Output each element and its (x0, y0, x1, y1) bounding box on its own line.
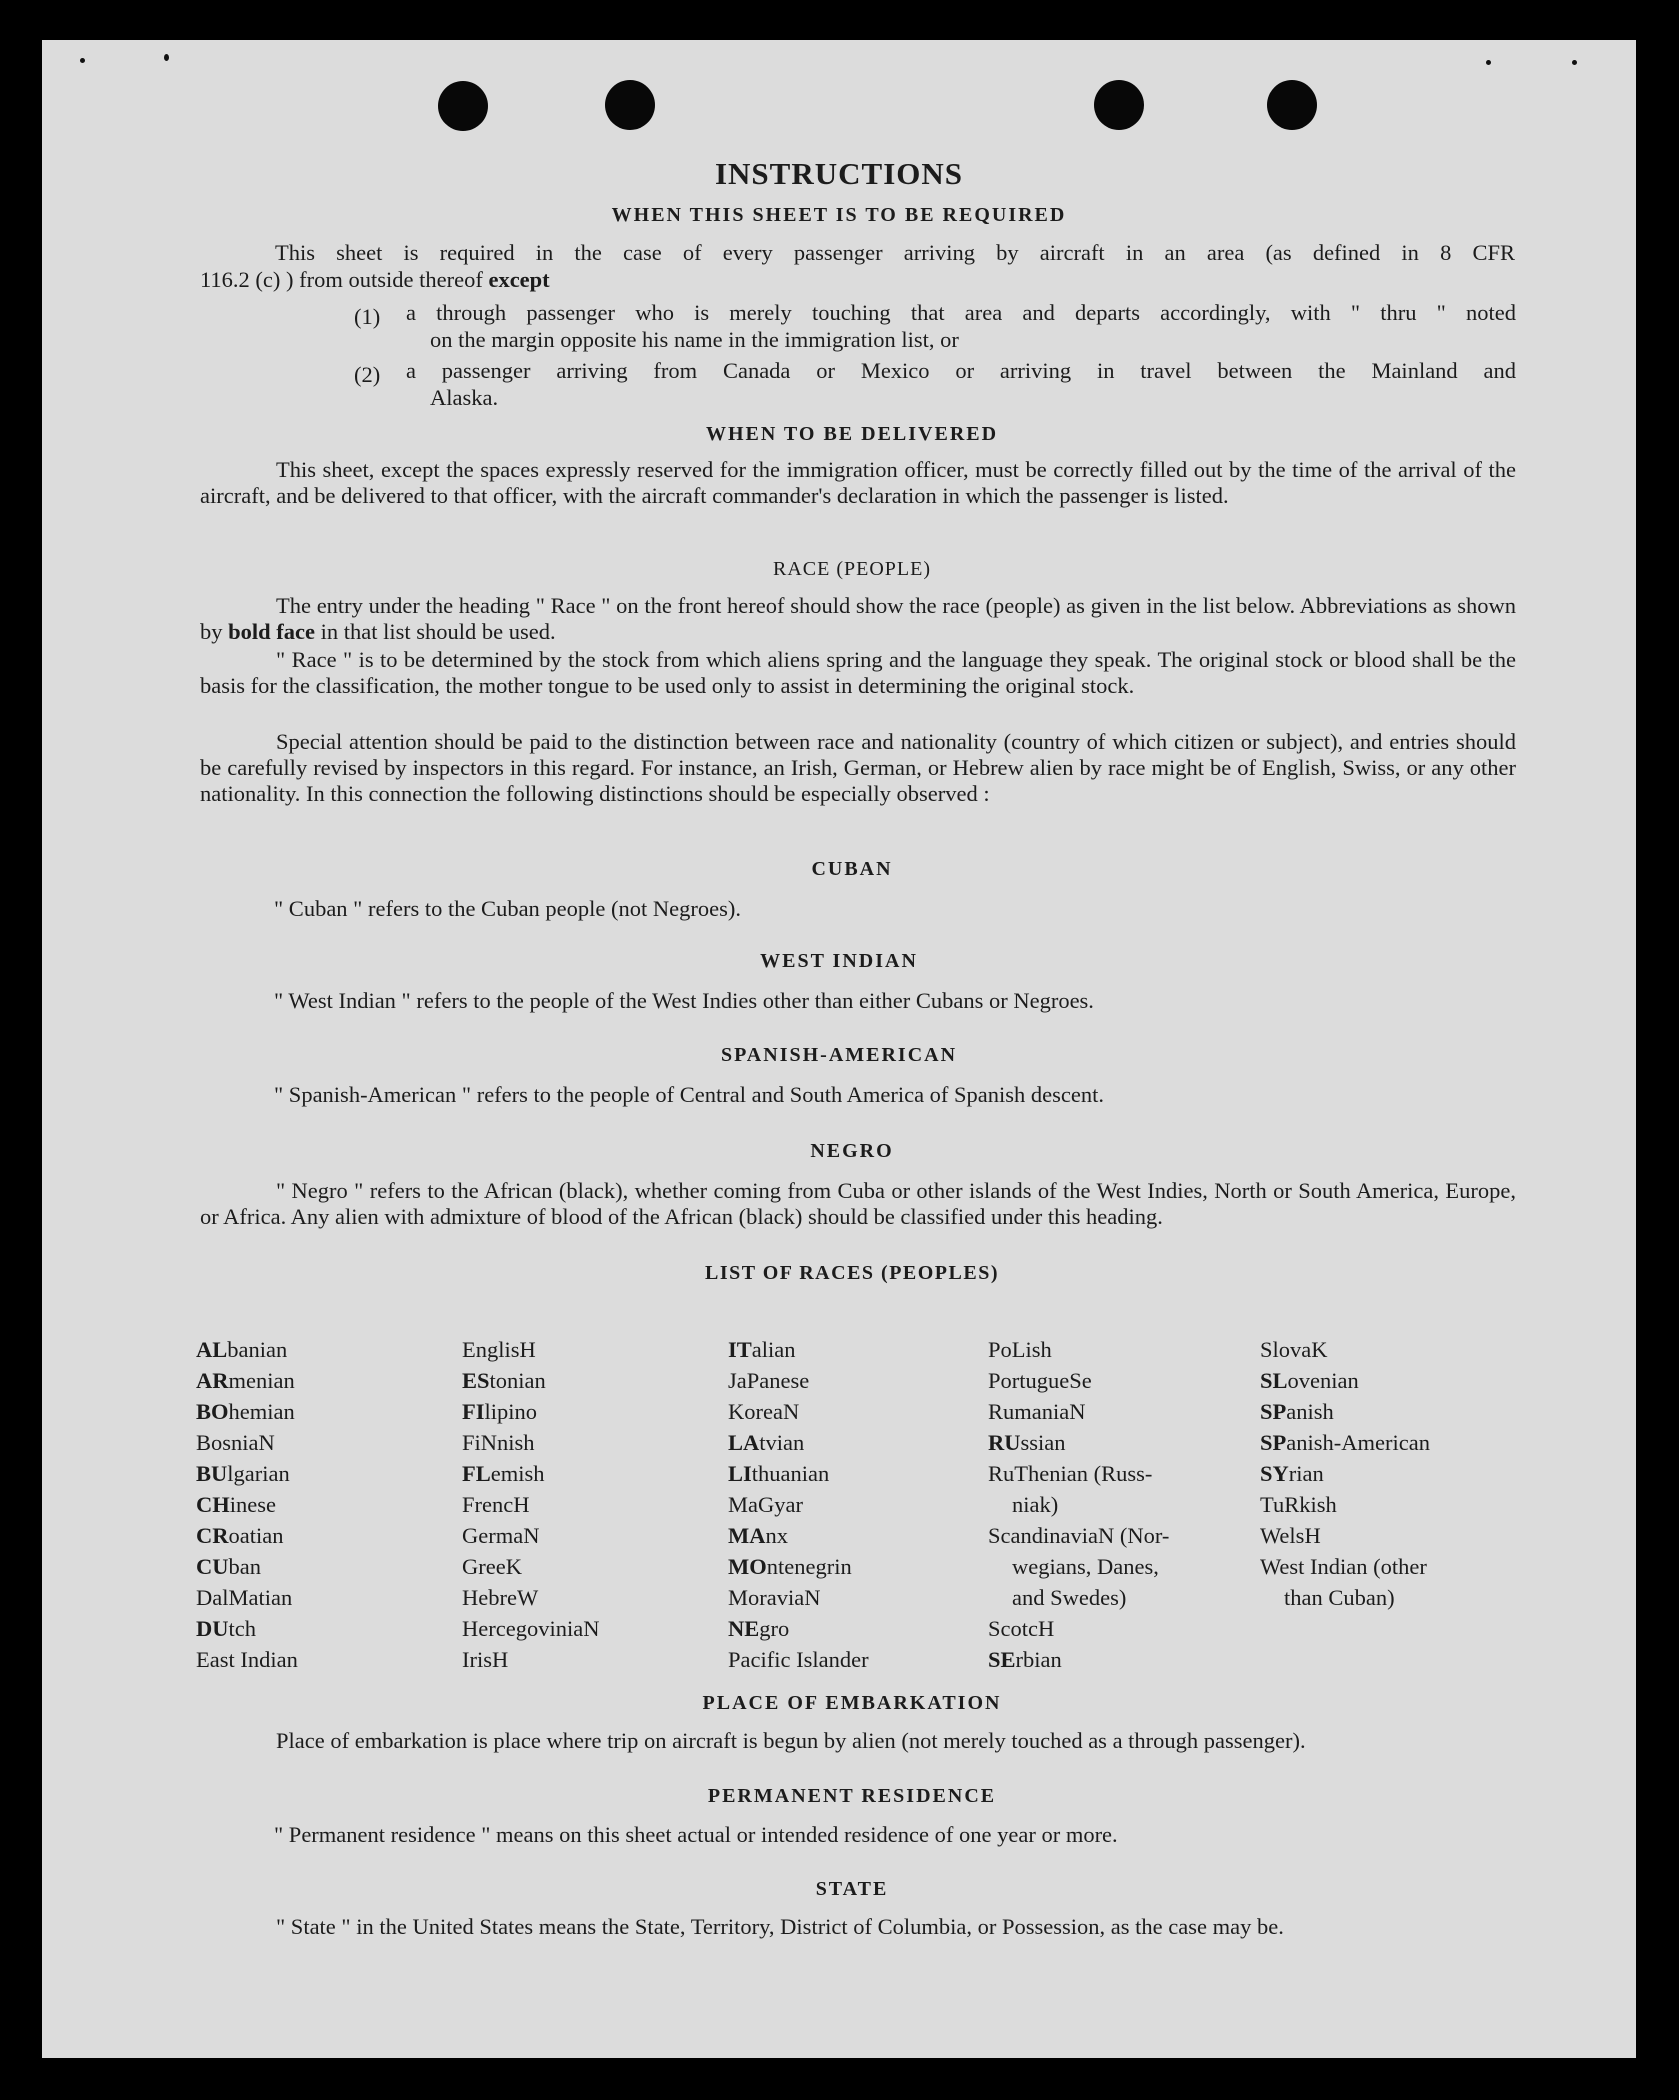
race-name: Germa (462, 1523, 524, 1548)
race-list-item (988, 1458, 1169, 1489)
race-list-item (728, 1582, 869, 1613)
race-name-tail: N (804, 1585, 821, 1610)
required-intro-line2 (200, 267, 550, 293)
race-list-item (196, 1644, 298, 1675)
race-name-tail: N (583, 1616, 600, 1641)
delivered-text: This sheet, except the spaces expressly reserved for the immigration officer, must be correctly filled out by the time of the arrival of the aircraft, and be delivered to that officer, with the aircraft commander's declaration in which the passenger is listed. (200, 457, 1516, 508)
race-name: Englis (462, 1337, 520, 1362)
section-heading-state: STATE (815, 1878, 889, 1900)
speck-mark (164, 54, 169, 61)
race-list-item (988, 1334, 1169, 1365)
permanent-residence-text: " Permanent residence " means on this sheet actual or intended residence of one year or more. (274, 1822, 1118, 1847)
race-name: Wels (1260, 1523, 1305, 1548)
punch-hole (605, 80, 655, 130)
race-list-item (462, 1551, 599, 1582)
race-list-item (988, 1489, 1169, 1520)
section-heading-cuban: CUBAN (811, 858, 893, 880)
race-name: ssian (1020, 1430, 1066, 1455)
race-name: Gree (462, 1554, 506, 1579)
speck-mark (1572, 60, 1577, 65)
race-list-column-3 (728, 1334, 869, 1675)
race-abbrev-bold: CU (196, 1554, 229, 1579)
race-abbrev-bold: AR (196, 1368, 229, 1393)
race-list-item (196, 1551, 298, 1582)
race-paragraph-2: " Race " is to be determined by the stock from which aliens spring and the language they speak. The original stock or blood shall be the basis for the classification, the mother tongue to be used only to assist in determining the original stock. (200, 647, 1516, 698)
race-name: JaPanese (728, 1368, 810, 1393)
section-heading-embarkation: PLACE OF EMBARKATION (702, 1692, 1002, 1714)
race-list-item (196, 1427, 298, 1458)
race-name: DalMatian (196, 1585, 293, 1610)
race-name: Slova (1260, 1337, 1312, 1362)
cuban-text: " Cuban " refers to the Cuban people (not Negroes). (274, 896, 741, 921)
race-name: tvian (759, 1430, 805, 1455)
spanish-american-text: " Spanish-American " refers to the people of Central and South America of Spanish descent. (274, 1082, 1105, 1107)
race-name: than Cuban) (1284, 1585, 1395, 1610)
section-heading-negro: NEGRO (810, 1140, 894, 1162)
race-list-item (462, 1644, 599, 1675)
race-list-item (462, 1613, 599, 1644)
race-name: tch (228, 1616, 256, 1641)
race-list-item (988, 1644, 1169, 1675)
race-name: menian (228, 1368, 295, 1393)
race-name: Hercegovinia (462, 1616, 584, 1641)
race-list-item (196, 1365, 298, 1396)
race-name: West Indian (other (1260, 1554, 1427, 1579)
race-abbrev-bold: SP (1260, 1399, 1287, 1424)
race-name-tail: H (513, 1492, 530, 1517)
race-list-item (1260, 1520, 1430, 1551)
race-name: Pacific Islander (728, 1647, 869, 1672)
race-list-item (1260, 1427, 1430, 1458)
race-name: PortugueSe (988, 1368, 1092, 1393)
race-abbrev-bold: SY (1260, 1461, 1289, 1486)
race-name: PoLish (988, 1337, 1052, 1362)
race-abbrev-bold: FL (462, 1461, 491, 1486)
race-abbrev-bold: ES (462, 1368, 490, 1393)
race-paragraph-3: Special attention should be paid to the distinction between race and nationality (country of which citizen or subject), and entries should be carefully revised by inspectors in this regard. For instance, an Irish, German, or Hebrew alien by race might be of English, Swiss, or any other nationality. In this connection the following distinctions should be especially observed : (200, 729, 1516, 806)
race-list-item (728, 1489, 869, 1520)
race-list-item (196, 1458, 298, 1489)
except-keyword: except (488, 267, 550, 292)
west-indian-text: " West Indian " refers to the people of the West Indies other than either Cubans or Negroes. (274, 988, 1094, 1013)
race-name: alian (751, 1337, 796, 1362)
race-name-tail: N (Nor- (1097, 1523, 1170, 1548)
race-list-item (462, 1427, 599, 1458)
race-list-item (196, 1396, 298, 1427)
race-list-item (988, 1396, 1169, 1427)
race-abbrev-bold: LI (728, 1461, 752, 1486)
race-list-column-5 (1260, 1334, 1430, 1613)
race-name: RuThenian (Russ- (988, 1461, 1153, 1486)
race-list-item (196, 1489, 298, 1520)
race-name-tail: H (492, 1647, 509, 1672)
race-name: Bosnia (196, 1430, 259, 1455)
race-name-tail: W (516, 1585, 539, 1610)
race-abbrev-bold: SL (1260, 1368, 1288, 1393)
negro-text: " Negro " refers to the African (black), whether coming from Cuba or other islands of the West Indies, North or South America, Europe, or Africa. Any alien with admixture of blood of the African (black) should be classified under this heading. (200, 1178, 1516, 1229)
race-list-item (728, 1427, 869, 1458)
race-name: niak) (1012, 1492, 1059, 1517)
race-abbrev-bold: SP (1260, 1430, 1287, 1455)
race-name: inese (229, 1492, 276, 1517)
race-name: lipino (484, 1399, 538, 1424)
race-list-item (196, 1520, 298, 1551)
race-list-column-2 (462, 1334, 599, 1675)
race-list-item (1260, 1365, 1430, 1396)
race-name: lgarian (227, 1461, 290, 1486)
race-list-column-4 (988, 1334, 1169, 1675)
race-abbrev-bold: RU (988, 1430, 1021, 1455)
race-name: anish-American (1286, 1430, 1430, 1455)
race-name: Frenc (462, 1492, 514, 1517)
race-name: Korea (728, 1399, 783, 1424)
bold-face-keyword: bold face (228, 619, 315, 644)
section-heading-delivered: WHEN TO BE DELIVERED (705, 423, 999, 445)
embarkation-text: Place of embarkation is place where trip on aircraft is begun by alien (not merely touched as a through passenger). (276, 1728, 1306, 1753)
race-name-tail: N (258, 1430, 275, 1455)
section-heading-race: RACE (PEOPLE) (773, 558, 931, 580)
race-list-item (728, 1396, 869, 1427)
item1-line1: a through passenger who is merely touching that area and departs accordingly, with " thru " noted (406, 300, 1516, 325)
speck-mark (80, 58, 85, 63)
race-name: Iris (462, 1647, 492, 1672)
race-abbrev-bold: NE (728, 1616, 760, 1641)
race-list-item (728, 1644, 869, 1675)
race-abbrev-bold: AL (196, 1337, 228, 1362)
race-list-item (196, 1613, 298, 1644)
race-name: Rumania (988, 1399, 1070, 1424)
race-list-item (1260, 1551, 1430, 1582)
race-list-item (988, 1551, 1169, 1582)
required-intro-line1: This sheet is required in the case of every passenger arriving by aircraft in an area (as defined in 8 CFR (275, 240, 1515, 265)
race-name: anish (1286, 1399, 1334, 1424)
race-list-item (462, 1489, 599, 1520)
race-p1-text-end: in that list should be used. (320, 619, 556, 644)
item2-line1: a passenger arriving from Canada or Mexico or arriving in travel between the Mainland and (406, 358, 1516, 383)
race-abbrev-bold: LA (728, 1430, 760, 1455)
race-list-item (1260, 1458, 1430, 1489)
race-name-tail: K (505, 1554, 522, 1579)
race-name: ban (228, 1554, 261, 1579)
race-name: FiNnish (462, 1430, 535, 1455)
section-heading-race-list: LIST OF RACES (PEOPLES) (704, 1262, 999, 1284)
race-name-tail: N (782, 1399, 800, 1424)
race-name: banian (227, 1337, 288, 1362)
section-heading-permanent-residence: PERMANENT RESIDENCE (707, 1785, 997, 1807)
race-abbrev-bold: IT (728, 1337, 752, 1362)
race-list-item (728, 1334, 869, 1365)
required-intro-text: 116.2 (c) ) from outside thereof (200, 267, 483, 292)
race-name-tail: H (519, 1337, 536, 1362)
race-abbrev-bold: BO (196, 1399, 229, 1424)
race-list-item (728, 1551, 869, 1582)
race-list-item (728, 1613, 869, 1644)
race-list-item (462, 1396, 599, 1427)
state-text: " State " in the United States means the State, Territory, District of Columbia, or Possession, as the case may be. (276, 1914, 1284, 1939)
race-list-item (462, 1520, 599, 1551)
race-list-column-1 (196, 1334, 298, 1675)
race-name: ntenegrin (766, 1554, 852, 1579)
race-name: gro (759, 1616, 790, 1641)
race-list-item (1260, 1334, 1430, 1365)
race-list-item (988, 1520, 1169, 1551)
race-name-tail: N (1069, 1399, 1086, 1424)
race-abbrev-bold: CH (196, 1492, 230, 1517)
race-name: emish (490, 1461, 545, 1486)
race-name: ovenian (1287, 1368, 1359, 1393)
race-list-item (196, 1334, 298, 1365)
race-name: and Swedes) (1012, 1585, 1127, 1610)
race-name: nx (765, 1523, 788, 1548)
speck-mark (1486, 60, 1491, 65)
race-list-item (988, 1365, 1169, 1396)
race-list-item (1260, 1582, 1430, 1613)
race-name: Scotc (988, 1616, 1038, 1641)
race-list-item (728, 1458, 869, 1489)
race-name-tail: H (1038, 1616, 1055, 1641)
race-abbrev-bold: SE (988, 1647, 1016, 1672)
race-name: East Indian (196, 1647, 298, 1672)
race-list-item (462, 1582, 599, 1613)
race-abbrev-bold: CR (196, 1523, 229, 1548)
section-heading-required: WHEN THIS SHEET IS TO BE REQUIRED (611, 204, 1067, 226)
race-list-item (988, 1582, 1169, 1613)
race-list-item (988, 1613, 1169, 1644)
punch-hole (438, 81, 488, 131)
race-abbrev-bold: DU (196, 1616, 229, 1641)
race-name: hemian (228, 1399, 295, 1424)
race-list-item (728, 1365, 869, 1396)
section-heading-west-indian: WEST INDIAN (760, 950, 918, 972)
item-number: (1) (354, 304, 381, 329)
race-name: Hebre (462, 1585, 517, 1610)
race-abbrev-bold: FI (462, 1399, 485, 1424)
race-name-tail: N (523, 1523, 540, 1548)
race-list-item (988, 1427, 1169, 1458)
race-abbrev-bold: MA (728, 1523, 766, 1548)
section-heading-spanish-american: SPANISH-AMERICAN (720, 1044, 958, 1066)
race-name: rian (1288, 1461, 1324, 1486)
race-name: oatian (228, 1523, 284, 1548)
race-name: Scandinavia (988, 1523, 1098, 1548)
race-list-item (1260, 1489, 1430, 1520)
punch-hole (1094, 80, 1144, 130)
race-p1-text: The entry under the heading " Race " on the front hereof should show the race (people) as given in the list below. Abbreviations as shown by (200, 593, 1516, 644)
race-name-tail: K (1311, 1337, 1328, 1362)
race-abbrev-bold: BU (196, 1461, 228, 1486)
item2-line2: Alaska. (430, 385, 499, 410)
race-name: wegians, Danes, (1012, 1554, 1159, 1579)
punch-hole (1267, 80, 1317, 130)
item-number: (2) (354, 362, 381, 387)
race-name: TuRkish (1260, 1492, 1337, 1517)
race-list-item (1260, 1396, 1430, 1427)
page-title: INSTRUCTIONS (714, 156, 963, 191)
instruction-sheet (42, 40, 1636, 2058)
race-abbrev-bold: MO (728, 1554, 767, 1579)
race-name: Moravia (728, 1585, 805, 1610)
race-name-tail: H (1304, 1523, 1321, 1548)
race-name: MaGyar (728, 1492, 803, 1517)
race-name: thuanian (751, 1461, 830, 1486)
race-list-item (728, 1520, 869, 1551)
race-list-item (462, 1458, 599, 1489)
race-name: rbian (1015, 1647, 1062, 1672)
race-paragraph-1 (200, 593, 1516, 645)
race-name: tonian (489, 1368, 546, 1393)
item1-line2: on the margin opposite his name in the immigration list, or (430, 327, 959, 352)
race-list-item (196, 1582, 298, 1613)
race-list-item (462, 1365, 599, 1396)
race-list-item (462, 1334, 599, 1365)
